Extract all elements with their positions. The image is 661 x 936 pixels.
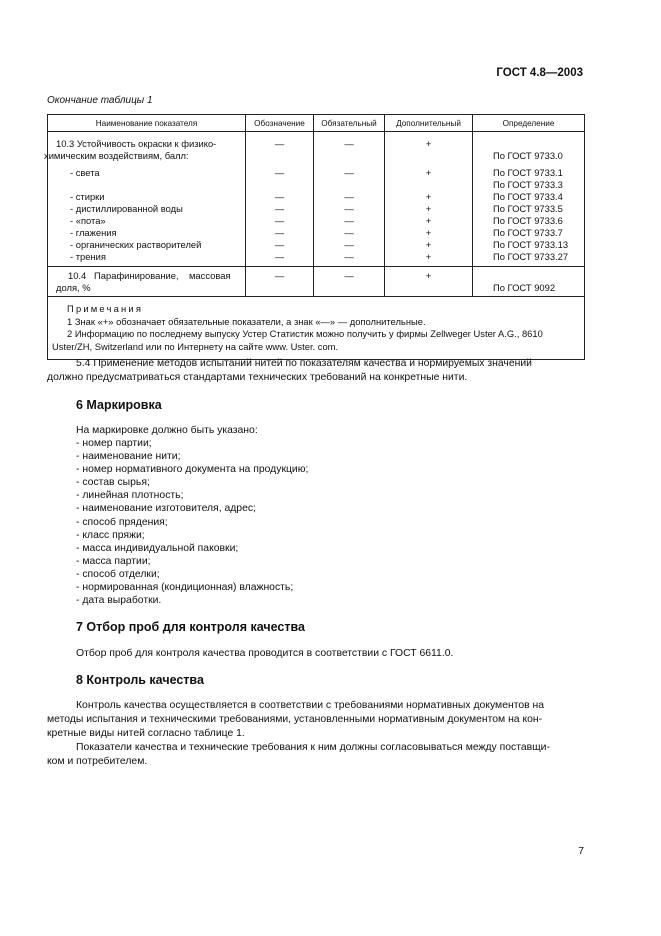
cell-text: доля, %	[56, 282, 91, 293]
cell-text: —	[274, 239, 285, 250]
table-notes-row	[48, 297, 585, 360]
cell-text: —	[274, 215, 285, 226]
cell-text: —	[344, 191, 354, 202]
cell-text: По ГОСТ 9733.1	[493, 167, 563, 178]
cell-text: —	[274, 270, 285, 281]
cell-text: +	[425, 167, 432, 178]
cell-text: +	[425, 270, 432, 281]
cell-text: По ГОСТ 9733.4	[493, 191, 563, 202]
cell-text: - глажения	[70, 227, 117, 238]
cell-text: +	[425, 138, 432, 149]
cell-text: —	[274, 167, 285, 178]
list-item: - дата выработки.	[76, 595, 162, 607]
cell-text: +	[425, 191, 432, 202]
cell-text: —	[274, 203, 285, 214]
cell-text: +	[425, 251, 432, 262]
document-code: ГОСТ 4.8—2003	[496, 67, 583, 79]
indicator-name-cell	[44, 132, 246, 267]
section-8-line-2: методы испытания и техническими требованиями, установленными нормативным документом на кон-	[47, 714, 543, 725]
cell-text: +	[425, 227, 432, 238]
section-6-heading: 6 Маркировка	[76, 398, 162, 412]
cell-text: +	[425, 239, 432, 250]
section-7-heading: 7 Отбор проб для контроля качества	[76, 620, 305, 634]
list-item: - нормированная (кондиционная) влажность;	[76, 582, 294, 594]
cell-text: По ГОСТ 9733.6	[493, 215, 563, 226]
note-2-continued: Uster/ZH, Switzerland или по Интернету на сайте www. Uster. com.	[52, 340, 339, 352]
note-2: 2 Информацию по последнему выпуску Устер Статистик можно получить у фирмы Zellweger Uster A.G., 8610	[67, 328, 543, 339]
cell-text: —	[344, 227, 354, 238]
marking-list	[76, 437, 308, 607]
definition-cell	[473, 267, 585, 297]
cell-text: —	[274, 138, 285, 149]
note-1: 1 Знак «+» обозначает обязательные показатели, а знак «—» — дополнительные.	[67, 315, 426, 327]
cell-text: По ГОСТ 9733.0	[493, 150, 563, 161]
list-item: - наименование нити;	[76, 451, 181, 463]
cell-text: —	[344, 203, 354, 214]
list-item: - линейная плотность;	[76, 490, 184, 502]
cell-text: По ГОСТ 9733.5	[493, 203, 563, 214]
indicators-table	[44, 114, 585, 360]
table-caption: Окончание таблицы 1	[47, 95, 153, 106]
section-7-text: Отбор проб для контроля качества проводится в соответствии с ГОСТ 6611.0.	[76, 648, 454, 659]
indicator-name-cell	[48, 267, 246, 297]
designation-cell	[246, 132, 314, 267]
list-item: - масса индивидуальной паковки;	[76, 542, 239, 554]
column-header: Определение	[473, 115, 585, 132]
cell-text: —	[344, 251, 354, 262]
paragraph-5-4-line-1: 5.4 Применение методов испытаний нитей по показателям качества и нормируемых значений	[76, 358, 532, 369]
column-header: Обозначение	[246, 115, 314, 132]
list-item: - номер нормативного документа на продукцию;	[76, 464, 309, 476]
cell-text: По ГОСТ 9733.7	[493, 227, 563, 238]
cell-text: По ГОСТ 9733.27	[493, 251, 569, 262]
notes-title: Примечания	[67, 303, 144, 314]
cell-text: По ГОСТ 9733.3	[493, 179, 563, 190]
column-header: Обязательный	[314, 115, 385, 132]
cell-text: - «пота»	[70, 215, 106, 226]
list-item: - номер партии;	[76, 438, 152, 449]
page-number: 7	[578, 846, 584, 857]
cell-text: —	[344, 167, 354, 178]
additional-cell	[385, 267, 473, 297]
list-item: - наименование изготовителя, адрес;	[76, 503, 256, 515]
cell-text: —	[274, 191, 285, 202]
cell-text: 10.3 Устойчивость окраски к физико-	[56, 138, 217, 149]
cell-text: 10.4 Парафинирование, массовая	[68, 270, 231, 281]
cell-text: +	[425, 203, 432, 214]
cell-text: - света	[70, 167, 100, 178]
mandatory-cell	[314, 132, 385, 267]
cell-text: —	[344, 270, 354, 281]
cell-text: - дистиллированной воды	[70, 203, 183, 214]
cell-text: —	[274, 227, 285, 238]
cell-text: химическим воздействиям, балл:	[44, 150, 189, 161]
cell-text: —	[344, 215, 354, 226]
list-item: - класс пряжи;	[76, 529, 145, 541]
cell-text: - стирки	[70, 191, 105, 202]
cell-text: По ГОСТ 9733.13	[493, 239, 569, 250]
additional-cell	[385, 132, 473, 267]
designation-cell	[246, 267, 314, 297]
list-item: - способ прядения;	[76, 516, 168, 528]
table-row	[48, 132, 585, 267]
table-header-row	[48, 115, 585, 132]
section-8-line-4: Показатели качества и технические требования к ним должны согласовываться между поставщи-	[76, 742, 550, 753]
mandatory-cell	[314, 267, 385, 297]
cell-text: —	[344, 239, 354, 250]
column-header: Дополнительный	[385, 115, 473, 132]
cell-text: - органических растворителей	[70, 239, 202, 250]
cell-text: —	[274, 251, 285, 262]
cell-text: —	[344, 138, 354, 149]
section-8-heading: 8 Контроль качества	[76, 673, 204, 687]
column-header: Наименование показателя	[48, 115, 246, 132]
cell-text: - трения	[70, 251, 106, 262]
cell-text: По ГОСТ 9092	[493, 282, 556, 293]
section-6-intro: На маркировке должно быть указано:	[76, 425, 258, 436]
section-8-line-5: ком и потребителем.	[47, 756, 148, 767]
cell-text: +	[425, 215, 432, 226]
paragraph-5-4-line-2: должно предусматриваться стандартами технических требований на конкретные нити.	[47, 372, 468, 383]
section-8-line-1: Контроль качества осуществляется в соответствии с требованиями нормативных документов на	[76, 700, 545, 711]
definition-cell	[473, 132, 585, 267]
list-item: - способ отделки;	[76, 568, 160, 580]
list-item: - масса партии;	[76, 555, 151, 567]
table-row	[48, 267, 585, 297]
section-8-line-3: кретные виды нитей согласно таблице 1.	[47, 728, 245, 739]
list-item: - состав сырья;	[76, 477, 150, 489]
table-notes	[48, 297, 585, 360]
